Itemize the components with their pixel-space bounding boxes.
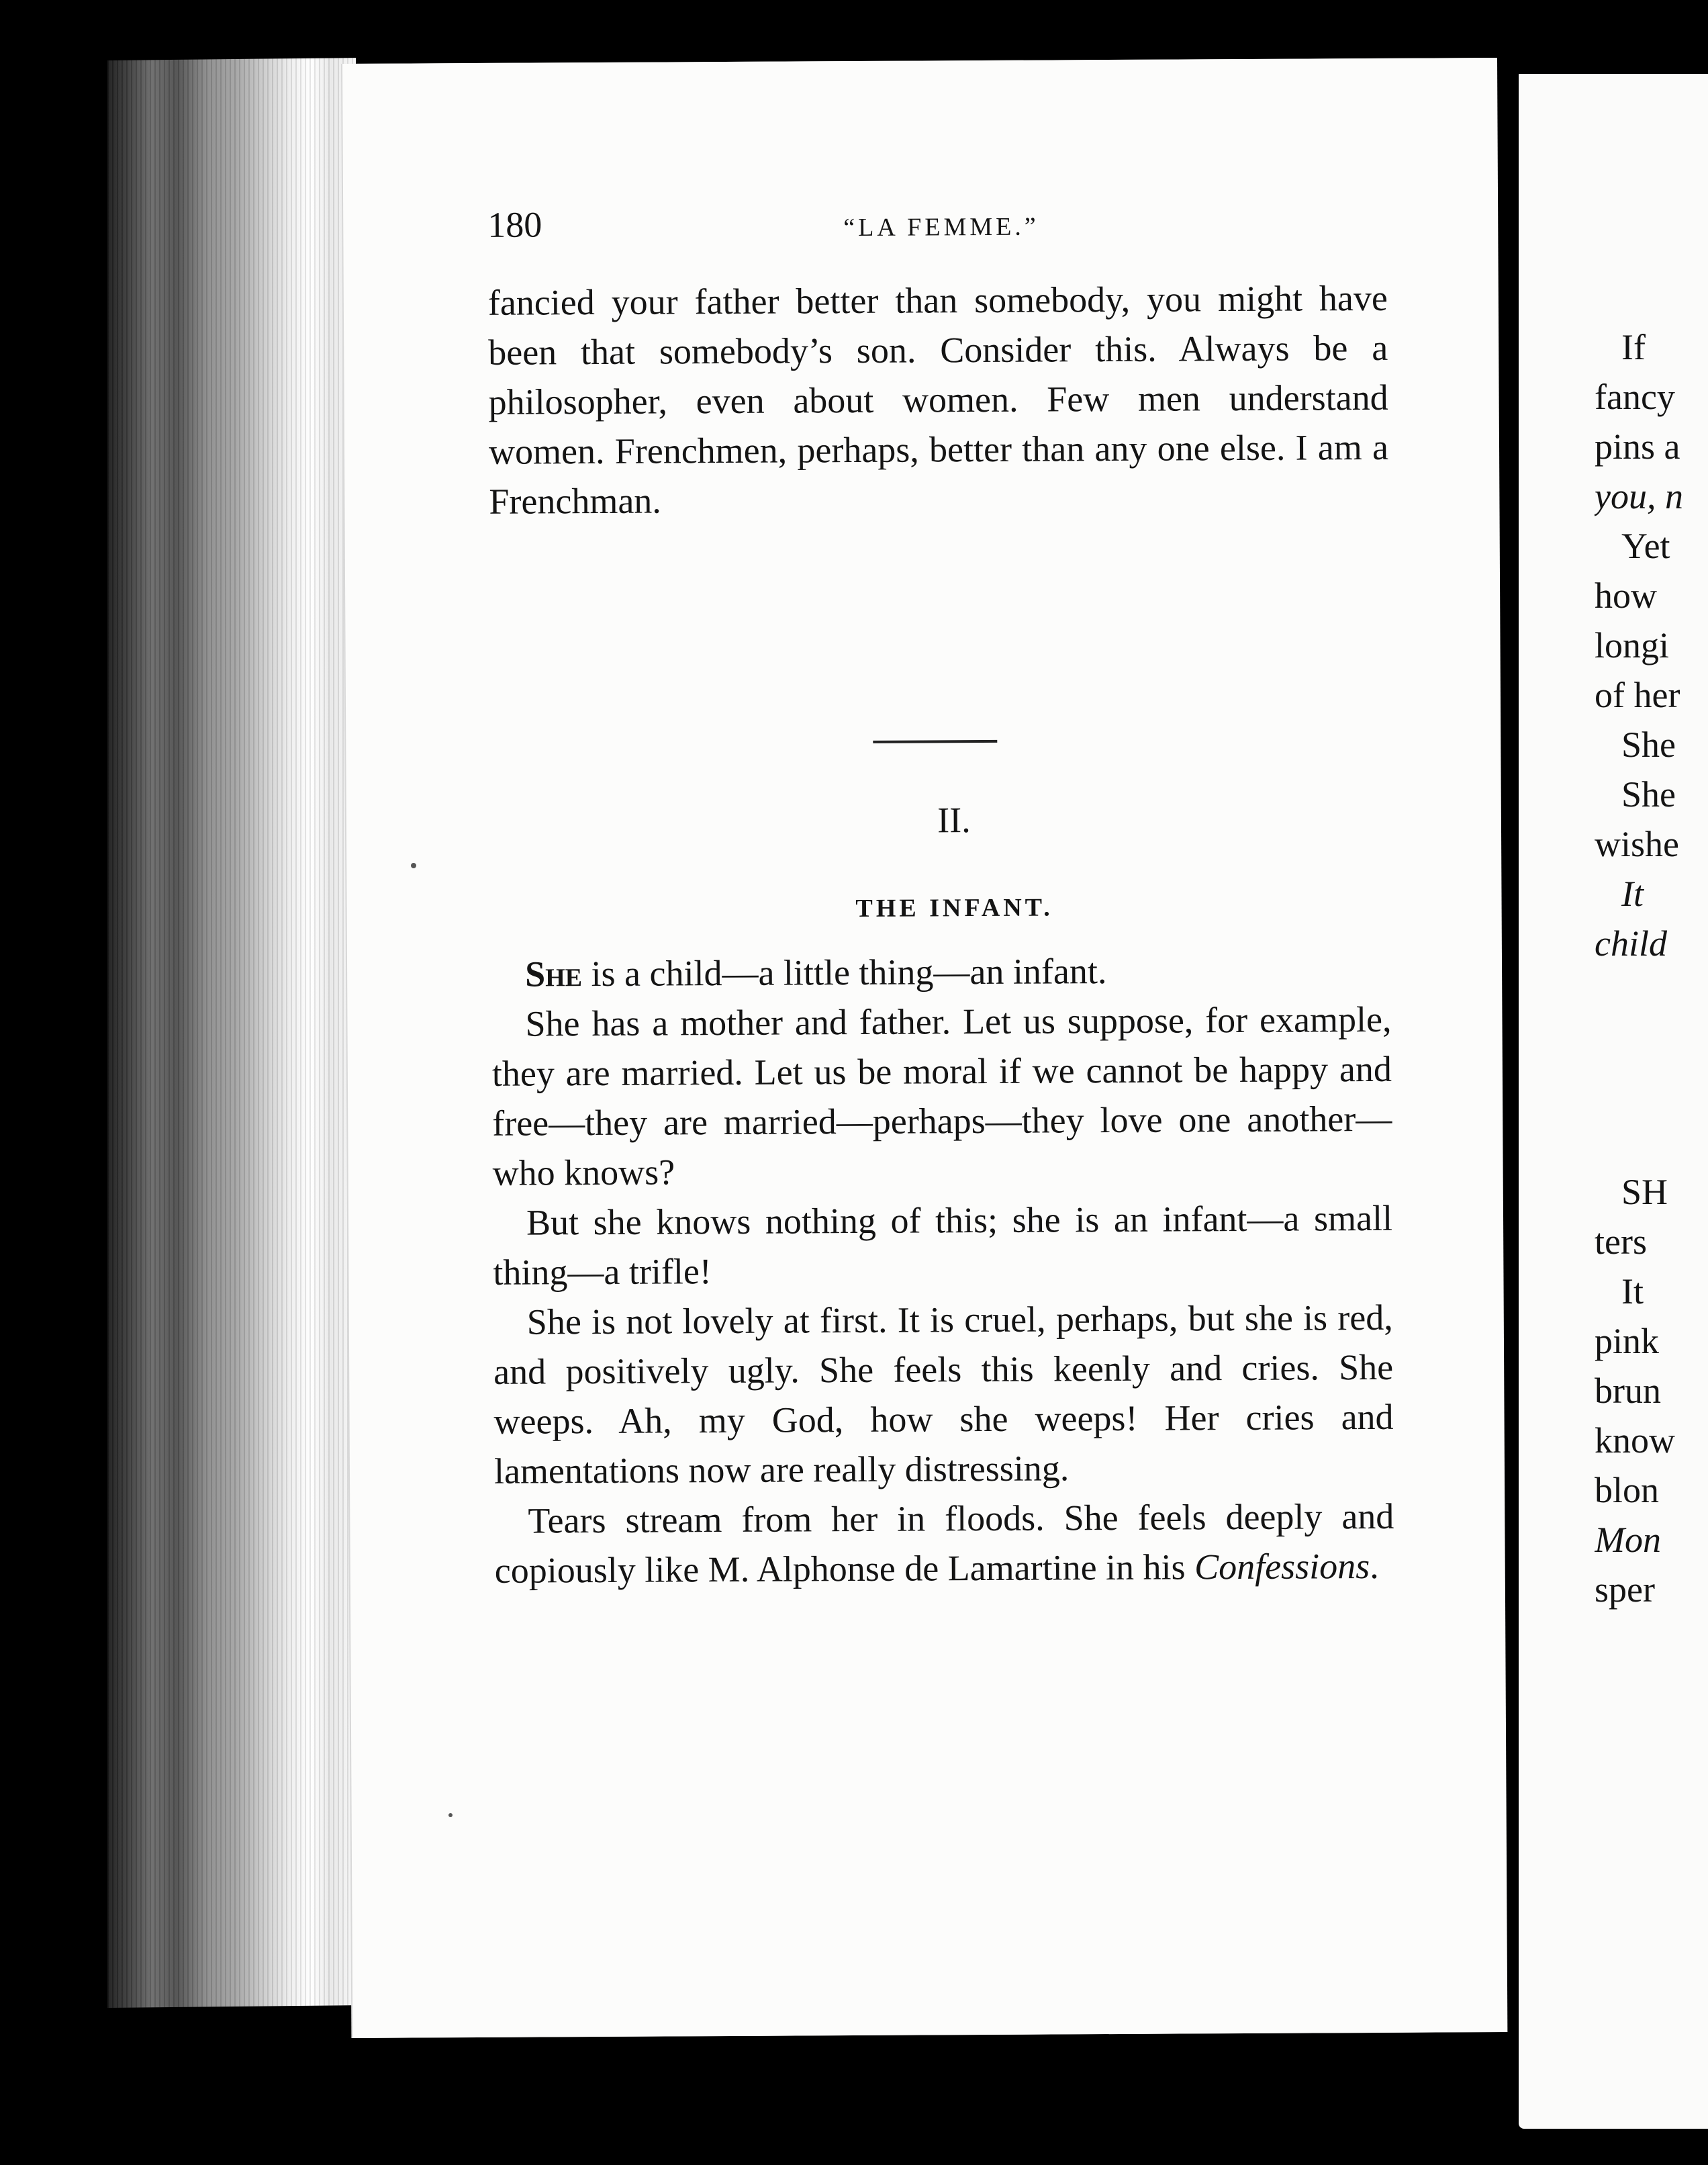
section-divider: [873, 740, 997, 743]
facing-page-line: blon: [1595, 1470, 1660, 1510]
paragraph-5: [494, 1491, 1394, 1596]
facing-page-line: SH: [1621, 1172, 1668, 1212]
facing-page-line: pink: [1595, 1321, 1660, 1361]
facing-page-line: Yet: [1621, 526, 1670, 566]
page-number: 180: [487, 204, 542, 245]
top-paragraph-block: [488, 273, 1389, 526]
facing-page-line: [1595, 1117, 1708, 1167]
paragraph-5-italic: Confessions: [1194, 1546, 1370, 1587]
facing-page-line: brun: [1595, 1371, 1661, 1411]
facing-page-line: pins a: [1595, 426, 1680, 467]
facing-page-line: longi: [1595, 625, 1670, 665]
paragraph-1: [491, 945, 1391, 999]
facing-page-line: It: [1621, 1271, 1644, 1311]
page-header: [487, 199, 1414, 265]
facing-page-line: Mon: [1595, 1520, 1661, 1560]
facing-page-line: how: [1595, 575, 1657, 616]
paragraph-3: But she knows nothing of this; she is an infant—a small thing—a trifle!: [493, 1197, 1393, 1293]
paragraph-1-text: is a child—a little thing—an infant.: [581, 951, 1107, 995]
facing-page-fragments: [1595, 322, 1708, 1614]
facing-page-line: [1595, 1068, 1708, 1117]
facing-page-line: wishe: [1595, 824, 1679, 864]
book-page-edges: [107, 58, 356, 2008]
paragraph-5-end: .: [1369, 1545, 1379, 1587]
facing-page-line: [1595, 968, 1708, 1018]
facing-page-line: you, n: [1595, 476, 1683, 516]
facing-page-line: If: [1621, 327, 1646, 367]
running-head: “LA FEMME.”: [843, 212, 1039, 242]
facing-page-line: know: [1595, 1420, 1675, 1461]
paragraph-1-lead: She: [524, 954, 583, 995]
paragraph-5-text: Tears stream from her in floods. She feels deeply and copiously like M. Alphonse de Lamartine in his: [494, 1495, 1394, 1591]
facing-page-line: It: [1621, 874, 1644, 914]
paragraph-2: She has a mother and father. Let us suppose, for example, they are married. Let us be moral if we cannot be happy and free—they are married—perhaps—they love one another—who knows?: [491, 999, 1392, 1193]
facing-page-line: fancy: [1595, 377, 1675, 417]
facing-page-line: She: [1621, 725, 1676, 765]
speck: [448, 1813, 453, 1817]
facing-page-line: of her: [1595, 675, 1680, 715]
left-page: [342, 58, 1507, 2038]
top-paragraph: fancied your father better than somebody, you might have been that somebody’s son. Consider this. Always be a philosopher, even about women. Few men understand women. Frenchmen, perhaps, better than any one else. I am a Frenchman.: [487, 277, 1389, 522]
section-title: THE INFANT.: [855, 893, 1053, 923]
body-text: [491, 945, 1394, 1596]
paragraph-4: She is not lovely at first. It is cruel, perhaps, but she is red, and positively ugly. She feels this keenly and cries. She weeps. Ah, my God, how she weeps! Her cries and lamentations now are really distressing.: [493, 1297, 1394, 1491]
facing-page-line: She: [1621, 774, 1676, 815]
section-numeral: II.: [937, 800, 971, 841]
facing-page-line: sper: [1595, 1569, 1655, 1610]
facing-page-line: [1595, 1018, 1708, 1068]
speck: [411, 863, 416, 868]
facing-page-line: child: [1595, 923, 1667, 964]
facing-page-line: ters: [1595, 1222, 1647, 1262]
